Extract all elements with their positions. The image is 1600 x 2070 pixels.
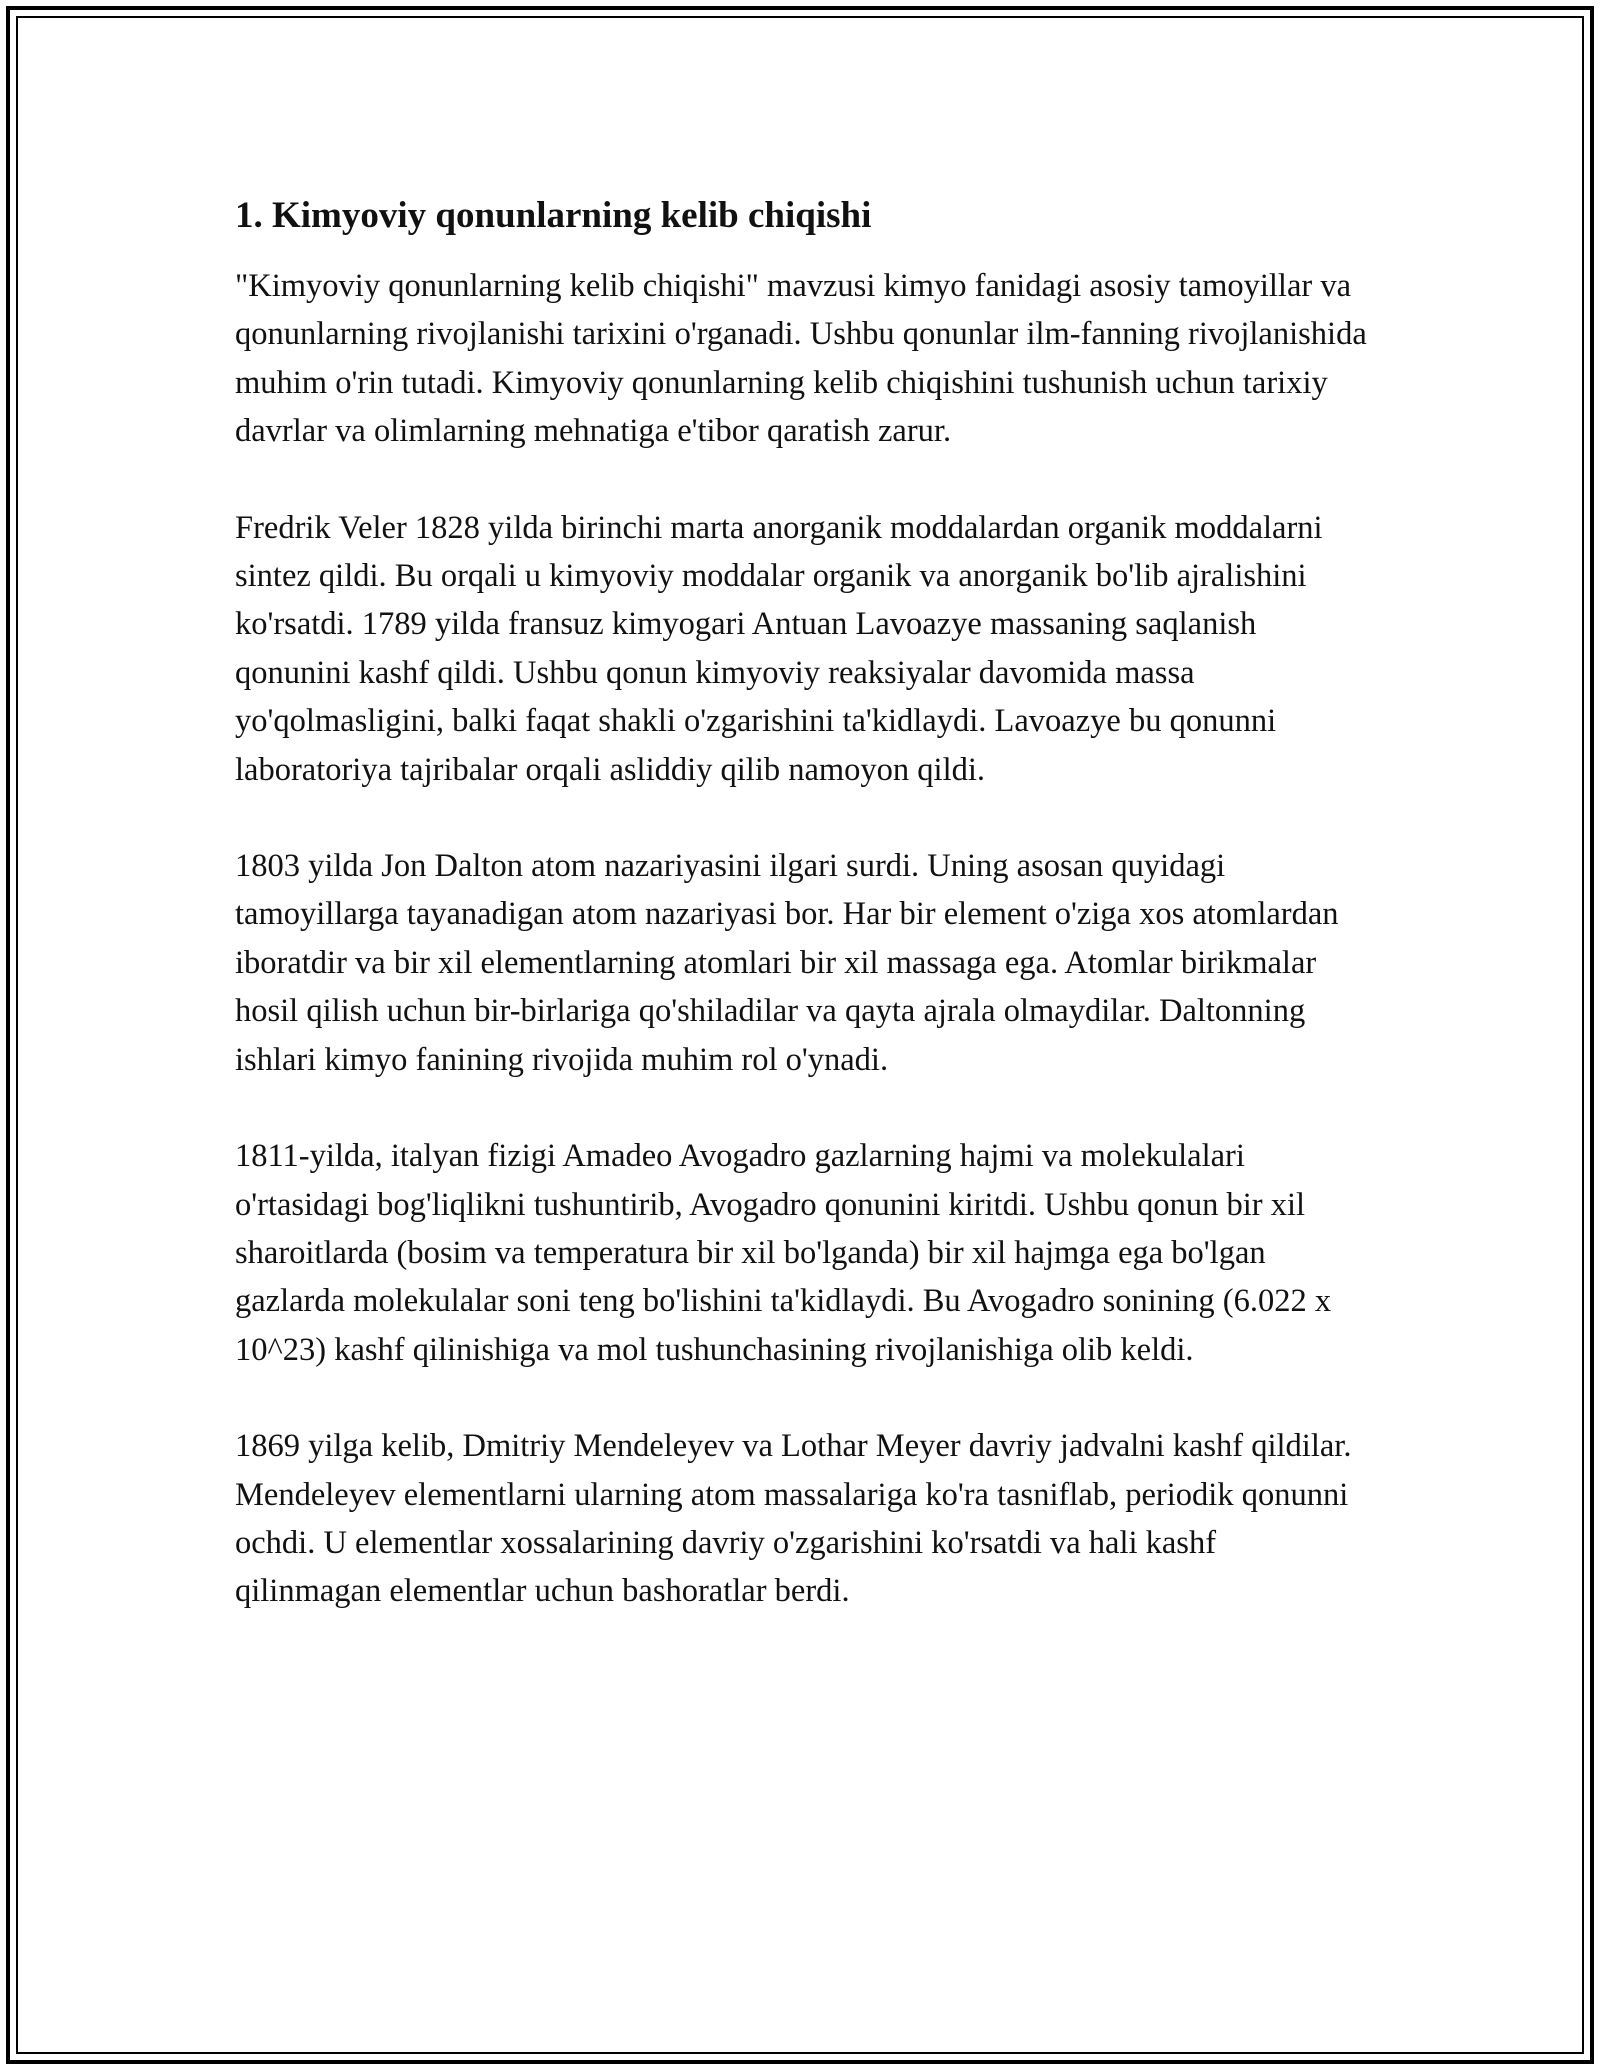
paragraph-mendeleyev: 1869 yilga kelib, Dmitriy Mendeleyev va Lothar Meyer davriy jadvalni kashf qildilar. Mendeleyev elementlarni ularning atom massalariga ko'ra tasniflab, periodik qonunni ochdi. U elementlar xossalarining davriy o'zgarishini ko'rsatdi va hali kashf qilinmagan elementlar uchun bashoratlar berdi. — [235, 1428, 1352, 1610]
paragraph-avogadro: 1811-yilda, italyan fizigi Amadeo Avogadro gazlarning hajmi va molekulalari o'rtasidagi bog'liqlikni tushuntirib, Avogadro qonunini kiritdi. Ushbu qonun bir xil sharoitlarda (bosim va temperatura bir xil bo'lganda) bir xil hajmga ega bo'lgan gazlarda molekulalar soni teng bo'lishini ta'kidlaydi. Bu Avogadro sonining (6.022 x 10^23) kashf qilinishiga va mol tushunchasining rivojlanishiga olib keldi. — [235, 1138, 1332, 1368]
document-body — [235, 188, 1370, 1664]
section-heading: 1. Kimyoviy qonunlarning kelib chiqishi — [235, 195, 872, 236]
paragraph-veler-lavoazye: Fredrik Veler 1828 yilda birinchi marta anorganik moddalardan organik moddalarni sintez qildi. Bu orqali u kimyoviy moddalar organik va anorganik bo'lib ajralishini ko'rsatdi. 1789 yilda fransuz kimyogari Antuan Lavoazye massaning saqlanish qonunini kashf qildi. Ushbu qonun kimyoviy reaksiyalar davomida massa yo'qolmasligini, balki faqat shakli o'zgarishini ta'kidlaydi. Lavoazye bu qonunni laboratoriya tajribalar orqali asliddiy qilib namoyon qildi. — [235, 509, 1323, 788]
paragraph-dalton: 1803 yilda Jon Dalton atom nazariyasini ilgari surdi. Uning asosan quyidagi tamoyillarga tayanadigan atom nazariyasi bor. Har bir element o'ziga xos atomlardan iboratdir va bir xil elementlarning atomlari bir xil massaga ega. Atomlar birikmalar hosil qilish uchun bir-birlariga qo'shiladilar va qayta ajrala olmaydilar. Daltonning ishlari kimyo fanining rivojida muhim rol o'ynadi. — [235, 848, 1339, 1078]
paragraph-intro: "Kimyoviy qonunlarning kelib chiqishi" mavzusi kimyo fanidagi asosiy tamoyillar va qonunlarning rivojlanishi tarixini o'rganadi. Ushbu qonunlar ilm-fanning rivojlanishida muhim o'rin tutadi. Kimyoviy qonunlarning kelib chiqishini tushunish uchun tarixiy davrlar va olimlarning mehnatiga e'tibor qaratish zarur. — [235, 268, 1367, 450]
